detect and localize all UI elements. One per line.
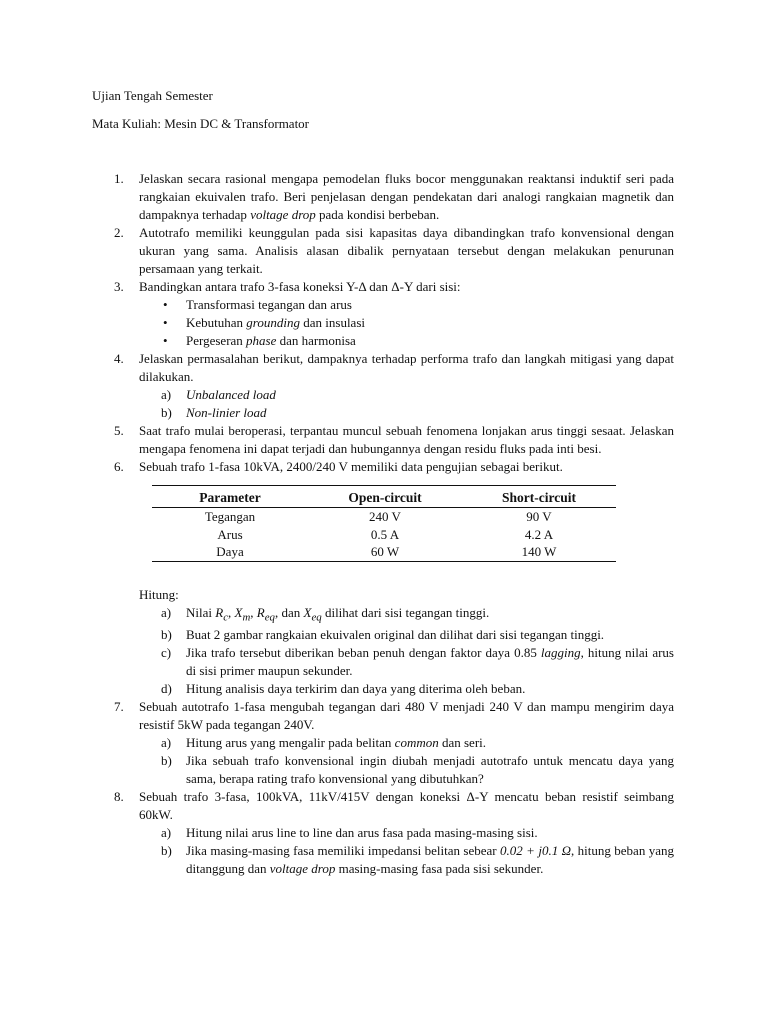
question-text: Autotrafo memiliki keunggulan pada sisi kapasitas daya dibandingkan trafo konvensional dengan ukuran yang sama. Analisis alasan dibalik pernyataan tersebut dengan melakukan penurunan persamaan yang terkait. xyxy=(139,225,674,276)
question-7 xyxy=(0,698,674,788)
sub-label: a) xyxy=(161,387,172,402)
bullet-item xyxy=(0,332,674,350)
question-text: Saat trafo mulai beroperasi, terpantau muncul sebuah fenomena lonjakan arus tinggi sesaat. Jelaskan mengapa fenomena ini dapat terjadi dan hubungannya dengan residu fluks pada inti besi. xyxy=(139,423,674,456)
table-cell: 140 W xyxy=(521,544,557,559)
sub-text: Hitung nilai arus line to line dan arus fasa pada masing-masing sisi. xyxy=(186,825,538,841)
question-text: Sebuah autotrafo 1-fasa mengubah tegangan dari 480 V menjadi 240 V dan mampu mengirim daya resistif 5kW pada tegangan 240V. xyxy=(139,699,674,733)
bullet-icon: • xyxy=(163,315,168,330)
emphasis-text: phase xyxy=(246,333,277,348)
sub-text: dan seri. xyxy=(438,735,487,751)
sub-text: Unbalanced load xyxy=(186,387,276,402)
sub-question-list xyxy=(139,824,674,878)
table-row xyxy=(152,508,616,526)
math-subscript: m xyxy=(242,611,251,624)
sub-text: , dan xyxy=(274,604,304,620)
math-subscript: c xyxy=(223,611,229,624)
table-cell: 90 V xyxy=(526,509,552,524)
question-number: 7. xyxy=(114,699,124,715)
question-number: 8. xyxy=(114,789,124,805)
question-text: Sebuah trafo 1-fasa 10kVA, 2400/240 V memiliki data pengujian sebagai berikut. xyxy=(139,459,563,474)
question-text: Jelaskan permasalahan berikut, dampaknya terhadap performa trafo dan langkah mitigasi yang dapat dilakukan. xyxy=(139,351,674,384)
question-8 xyxy=(0,788,674,878)
sub-text: , xyxy=(228,604,235,620)
sub-text: , xyxy=(250,604,257,620)
math-symbol: X xyxy=(303,604,312,620)
table-row xyxy=(152,526,616,544)
column-header: Parameter xyxy=(199,490,261,505)
impedance-value: 0.02 + j0.1 Ω xyxy=(500,843,572,859)
sub-label: b) xyxy=(161,627,172,643)
bullet-item xyxy=(0,314,674,332)
column-header: Short-circuit xyxy=(502,490,576,505)
column-header: Open-circuit xyxy=(348,490,422,505)
table-cell: 0.5 A xyxy=(370,526,400,542)
bullet-icon: • xyxy=(163,333,168,348)
bullet-text: Transformasi tegangan dan arus xyxy=(186,297,352,312)
table-cell: Arus xyxy=(217,526,243,542)
sub-label: a) xyxy=(161,604,172,620)
sub-question xyxy=(0,824,674,842)
math-symbol: R xyxy=(215,604,224,620)
question-number: 3. xyxy=(114,279,124,294)
table-cell: Tegangan xyxy=(204,509,256,524)
sub-text: masing-masing fasa pada sisi sekunder. xyxy=(335,861,544,877)
sub-label: b) xyxy=(161,753,172,769)
sub-question-list xyxy=(139,734,674,788)
sub-label: a) xyxy=(161,825,172,841)
math-subscript: eq xyxy=(311,611,322,624)
bullet-text: dan insulasi xyxy=(300,315,365,330)
emphasis-text: grounding xyxy=(246,315,300,330)
test-data-table xyxy=(152,485,616,562)
exam-title: Ujian Tengah Semester xyxy=(92,88,213,103)
sub-text: Jika sebuah trafo konvensional ingin diubah menjadi autotrafo untuk mencatu daya yang sama, berapa rating trafo konvensional yang dibutuhkan? xyxy=(186,753,674,787)
question-6 xyxy=(0,458,674,698)
question-number: 6. xyxy=(114,459,124,474)
question-number: 4. xyxy=(114,351,124,366)
question-4 xyxy=(0,350,674,422)
sub-question xyxy=(0,404,674,422)
emphasis-text: common xyxy=(394,735,439,751)
sub-text: Non-linier load xyxy=(186,405,267,420)
question-text: Jelaskan secara rasional mengapa pemodelan fluks bocor menggunakan reaktansi induktif seri pada rangkaian ekuivalen trafo. Beri penjelasan dengan pendekatan dari analogi rangkaian magnetik dan dampaknya terhadap xyxy=(139,171,674,222)
math-subscript: eq xyxy=(264,611,275,624)
sub-label: b) xyxy=(161,405,172,420)
sub-label: c) xyxy=(161,645,172,661)
sub-question-list xyxy=(139,604,674,699)
sub-text: Jika masing-masing fasa memiliki impedansi belitan sebear xyxy=(186,843,501,859)
math-symbol: X xyxy=(234,604,243,620)
sub-label: d) xyxy=(161,681,172,697)
sub-question xyxy=(0,680,674,698)
sub-question xyxy=(0,734,674,752)
bullet-icon: • xyxy=(163,297,168,312)
sub-question xyxy=(0,644,674,680)
math-symbol: R xyxy=(256,604,265,620)
bullet-text: Pergeseran xyxy=(186,333,247,348)
emphasis-text: voltage drop xyxy=(269,861,336,877)
sub-text: Jika trafo tersebut diberikan beban penuh dengan faktor daya 0.85 xyxy=(186,645,541,661)
question-1 xyxy=(0,170,674,224)
table-header-row xyxy=(152,486,616,508)
sub-text: , hitung nilai arus di sisi primer maupun sekunder. xyxy=(186,645,674,679)
question-number: 2. xyxy=(114,225,124,240)
sub-question xyxy=(0,842,674,878)
question-text: Sebuah trafo 3-fasa, 100kVA, 11kV/415V dengan koneksi Δ-Y mencatu beban resistif seimbang 60kW. xyxy=(139,789,674,823)
bullet-item xyxy=(0,296,674,314)
sub-text: Nilai xyxy=(186,604,216,620)
emphasis-text: voltage drop xyxy=(250,207,316,222)
course-name: Mata Kuliah: Mesin DC & Transformator xyxy=(92,116,310,131)
table-cell: Daya xyxy=(216,544,244,559)
question-3 xyxy=(0,278,674,350)
table-cell: 4.2 A xyxy=(524,526,554,542)
sub-text: , hitung beban yang ditanggung dan xyxy=(186,843,674,877)
table-cell: 60 W xyxy=(370,544,400,559)
question-text: pada kondisi berbeban. xyxy=(315,207,440,222)
sub-question xyxy=(0,752,674,788)
question-5 xyxy=(0,422,674,458)
sub-question xyxy=(0,604,674,627)
table-row xyxy=(152,543,616,561)
question-list xyxy=(0,170,674,878)
sub-text: Buat 2 gambar rangkaian ekuivalen original dan dilihat dari sisi tegangan tinggi. xyxy=(186,627,605,643)
bullet-text: dan harmonisa xyxy=(276,333,356,348)
hitung-label: Hitung: xyxy=(139,586,179,602)
sub-question xyxy=(0,386,674,404)
bullet-list xyxy=(139,296,674,350)
sub-question-list xyxy=(139,386,674,422)
question-number: 5. xyxy=(114,423,124,438)
sub-label: b) xyxy=(161,843,172,859)
sub-question xyxy=(0,626,674,644)
table-cell: 240 V xyxy=(369,509,401,524)
sub-text: Hitung arus yang mengalir pada belitan xyxy=(186,735,395,751)
sub-text: dilihat dari sisi tegangan tinggi. xyxy=(321,604,490,620)
emphasis-text: lagging xyxy=(540,645,581,661)
bullet-text: Kebutuhan xyxy=(186,315,247,330)
question-text: Bandingkan antara trafo 3-fasa koneksi Y-Δ dan Δ-Y dari sisi: xyxy=(139,279,461,294)
question-number: 1. xyxy=(114,171,124,186)
sub-text: Hitung analisis daya terkirim dan daya yang diterima oleh beban. xyxy=(186,681,526,697)
question-2 xyxy=(0,224,674,278)
sub-label: a) xyxy=(161,735,172,751)
